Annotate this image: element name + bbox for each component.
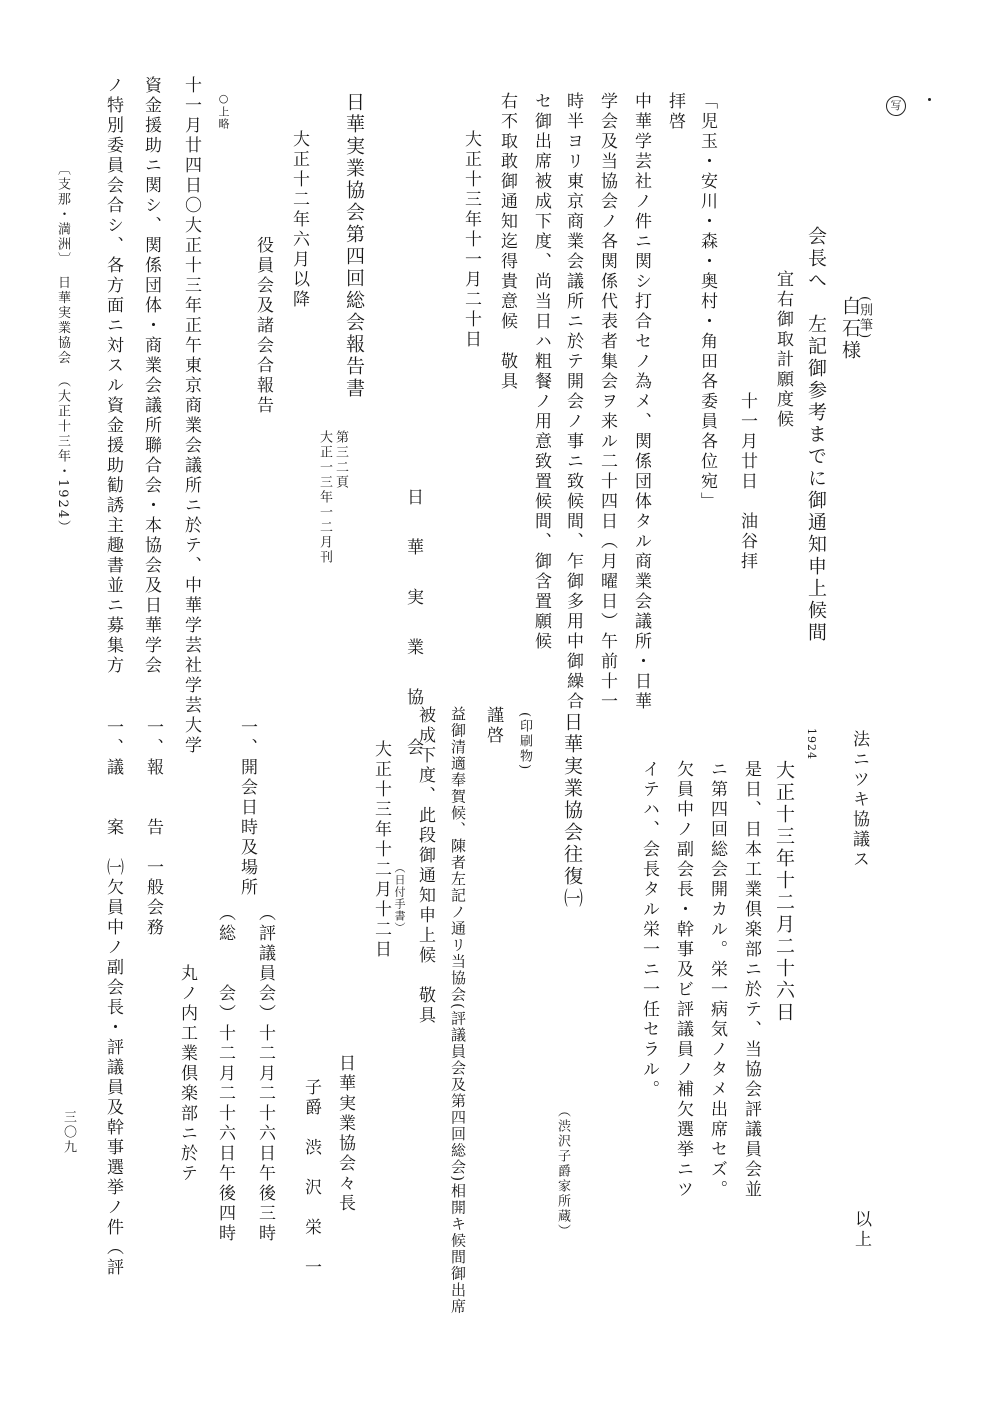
letter-body-line: 学会及当協会ノ各関係代表者集会ヲ来ル二十四日（月曜日）午前十一 <box>597 92 617 712</box>
notice-date: 大正十三年十二月十二日 <box>371 740 391 960</box>
agenda-council-time: （評議員会）十二月二十六日午後三時 <box>255 904 275 1244</box>
report-period: 大正十二年六月以降 <box>289 130 309 310</box>
letter-body-line: 時半ヨリ東京商業会議所ニ於テ開会ノ事ニ致候間、乍御多用中御繰合 <box>563 92 583 712</box>
letter-date: 大正十三年十一月二十日 <box>461 130 481 350</box>
decorative-dot <box>928 98 931 101</box>
report-body-line: 十一月廿四日〇大正十三年正午東京商業会議所ニ於テ、中華学芸社学芸大学 <box>181 76 201 756</box>
report-body-line: 資金援助ニ関シ、関係団体・商業会議所聯合会・本協会及日華学会 <box>141 76 161 676</box>
report-body-line: ノ特別委員会合シ、各方面ニ対スル資金援助勧誘主趣書並ニ募集方 <box>103 76 123 676</box>
entry-date: 大正十三年十二月二十六日 <box>773 760 795 1024</box>
agenda-venue: 丸ノ内工業倶楽部ニ於テ <box>177 964 197 1184</box>
handwritten-date-note: （日付手書） <box>393 862 406 934</box>
letter-body-line: セ御出席被成下度、尚当日ハ粗餐ノ用意致置候間、御含置願候 <box>531 92 551 652</box>
salutation: 拝啓 <box>665 92 685 132</box>
source-note: （渋沢子爵家所蔵） <box>555 1104 570 1239</box>
report-publication: 大正一三年一二月刊 <box>317 430 332 565</box>
continued-line: 法ニツキ協議ス <box>849 730 869 870</box>
running-footer: 〔支那・満洲〕 日華実業協会 （大正十三年・1924） <box>55 162 70 536</box>
addressee: 白石様 <box>839 296 861 362</box>
notice-body-line: 被成下度、此段御通知申上候 敬具 <box>415 706 435 1026</box>
agenda-item-proposal: 一、議 案 ㈠欠員中ノ副会長・評議員及幹事選挙ノ件（評 <box>103 718 123 1278</box>
sender-name: 子爵 渋 沢 栄 一 <box>301 1078 321 1278</box>
agenda-item-heading: 一、開会日時及場所 <box>237 718 257 898</box>
letter-line: 宜右御取計願度候 <box>773 270 793 430</box>
salutation: 謹啓 <box>483 706 503 746</box>
omission-note: ○上略 <box>217 92 230 130</box>
agenda-general-time: （総 会）十二月二十六日午後四時 <box>215 904 235 1244</box>
entry-body-line: ニ第四回総会開カル。栄一病気ノタメ出席セズ。 <box>707 760 727 1200</box>
recipients-line: 「児玉・安川・森・奥村・角田各委員各位宛」 <box>697 92 717 512</box>
letter-body-line: 中華学芸社ノ件ニ関シ打合セノ為メ、関係団体タル商業会議所・日華 <box>631 92 651 712</box>
closing-mark: 以上 <box>851 1210 871 1250</box>
letter-line: 会長へ 左記御参考までに御通知申上候間 <box>805 226 827 644</box>
report-title: 日華実業協会第四回総会報告書 <box>343 92 365 400</box>
notice-body-line: 益御清適奉賀候、陳者左記ノ通リ当協会(評議員会及第四回総会)相開キ候間御出席 <box>449 706 467 1315</box>
report-page-ref: 第三二頁 <box>333 430 348 490</box>
entry-body-line: 欠員中ノ副会長・幹事及ビ評議員ノ補欠選挙ニツ <box>673 760 693 1200</box>
correspondence-title: 日華実業協会往復㈠ <box>561 712 583 910</box>
western-year: 1924 <box>805 728 818 760</box>
report-section: 役員会及諸会合報告 <box>253 236 273 416</box>
letter-signature: 十一月廿日 油谷拝 <box>737 392 757 572</box>
agenda-item-report: 一、報 告 一般会務 <box>143 718 163 938</box>
line-annotation: (別筆) <box>857 296 872 341</box>
letter-body-line: 右不取敢御通知迄得貴意候 敬具 <box>497 92 517 392</box>
sender-title: 日華実業協会々長 <box>335 1054 355 1214</box>
entry-body-line: 是日、日本工業倶楽部ニ於テ、当協会評議員会並 <box>741 760 761 1200</box>
page-number: 三〇九 <box>61 1110 76 1155</box>
letter-sender: 日 華 実 業 協 会 <box>403 488 423 763</box>
print-note: (印刷物) <box>517 712 532 772</box>
entry-body-line: イテハ、会長タル栄一ニ一任セラル。 <box>639 760 659 1100</box>
photo-mark-icon: 写 <box>886 96 906 116</box>
